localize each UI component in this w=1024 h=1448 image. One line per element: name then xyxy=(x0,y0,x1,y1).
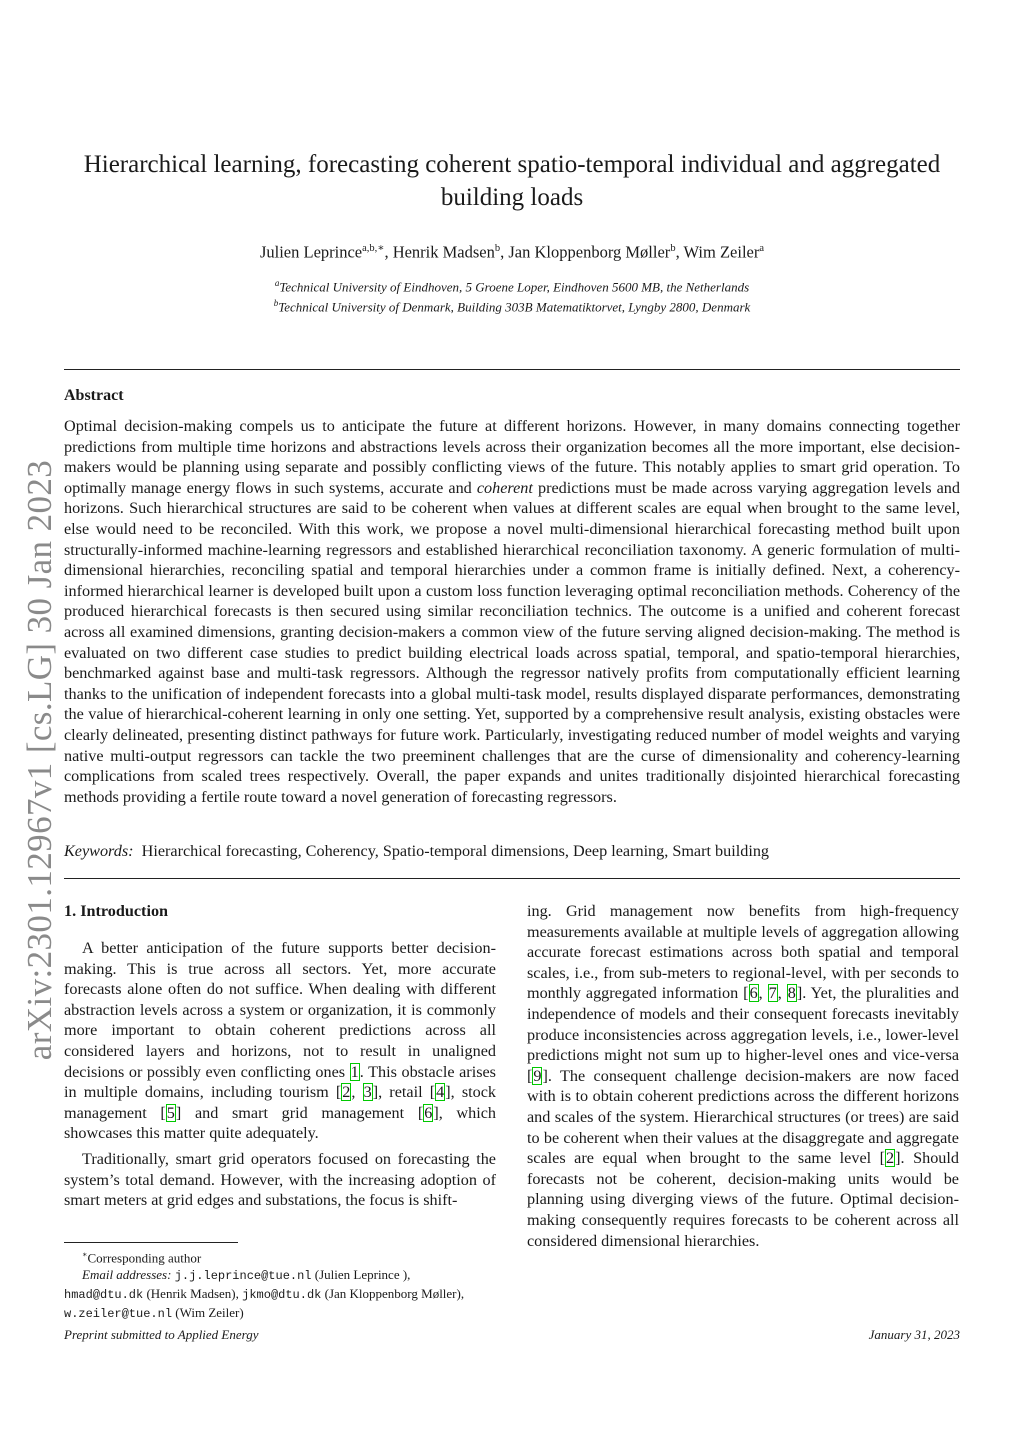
email-line-1: Email addresses: j.j.leprince@tue.nl (Julien Leprince ), xyxy=(82,1267,411,1284)
arxiv-identifier: arXiv:2301.12967v1 [cs.LG] 30 Jan 2023 xyxy=(20,459,59,1061)
right-column xyxy=(527,901,959,1251)
author-name: Wim Zeiler xyxy=(683,242,760,262)
citation-link[interactable]: 5 xyxy=(166,1103,175,1122)
intro-paragraph-2: Traditionally, smart grid operators focused on forecasting the system’s total demand. However, with the increasing adoption of smart meters at grid edges and substations, the focus is shift- xyxy=(64,1149,496,1210)
citation-link[interactable]: 4 xyxy=(436,1083,445,1102)
affiliation-list xyxy=(64,275,960,316)
section-heading-introduction: 1. Introduction xyxy=(64,902,169,920)
intro-paragraph-2-continued: ing. Grid management now benefits from high-frequency measurements available at multiple levels of aggregation allowing accurate forecast estimations across both spatial and temporal scales, i.e., from sub-meters to regional-level, with per seconds to monthly aggregated information [6, 7, 8]. Yet, the pluralities and independence of models and their consequent forecasts inevitably produce inconsistencies across aggregation levels, i.e., lower-level predictions might not sum up to higher-level ones and vice-versa [9]. The consequent challenge decision-makers are now faced with is to obtain coherent predictions across the different horizons and scales of the system. Hierarchical structures (or trees) are said to be coherent when their values at the disaggregate and aggregate scales are equal when brought to the same level [2]. Should forecasts not be coherent, decision-making units would be planning using diverging views of the future. Optimal decision-making consequently requires forecasts to be coherent across all considered dimensional hierarchies. xyxy=(527,902,960,1250)
abstract-body xyxy=(64,416,960,807)
footnote-rule xyxy=(64,1242,238,1243)
abstract-heading: Abstract xyxy=(64,387,124,404)
paper-title: Hierarchical learning, forecasting coherent spatio-temporal individual and aggregated building loads xyxy=(83,151,941,211)
arxiv-sidebar-stamp xyxy=(12,460,68,1060)
keywords-label: Keywords: xyxy=(64,842,134,860)
email-link[interactable]: jkmo@dtu.dk xyxy=(242,1288,322,1303)
author-affiliation-mark: b xyxy=(670,243,676,254)
footer-journal: Preprint submitted to Applied Energy xyxy=(64,1327,259,1342)
author-affiliation-mark: a,b,∗ xyxy=(362,243,385,254)
author-name: Jan Kloppenborg Møller xyxy=(508,242,671,262)
author-name: Julien Leprince xyxy=(259,242,363,262)
corresponding-author-note: ∗Corresponding author xyxy=(82,1250,202,1266)
abstract-text-part2: predictions must be made across varying aggregation levels and horizons. Such hierarchical structures are said to be coherent when values at different scales are equal when brought to the same level, else would need to be reconciled. With this work, we propose a novel multi-dimensional hierarchical forecasting method built upon structurally-informed machine-learning regressors and established hierarchical reconciliation taxonomy. A generic formulation of multi-dimensional hierarchies, reconciling spatial and temporal hierarchies under a common frame is initially defined. Next, a coherency-informed hierarchical learner is developed built upon a custom loss function leveraging optimal reconciliation methods. Coherency of the produced hierarchical forecasts is then secured using similar reconciliation technics. The outcome is a unified and coherent forecast across all examined dimensions, granting decision-makers a common view of the future serving aligned decision-making. The method is evaluated on two different case studies to predict building electrical loads across spatial, temporal, and spatio-temporal hierarchies, benchmarked against base and multi-task regressors. Although the regressor natively profits from computationally efficient learning thanks to the unification of independent forecasts into a global multi-task model, results displayed disparate performances, demonstrating the value of hierarchical-coherent learning in only one setting. Yet, supported by a comprehensive result analysis, existing obstacles were clearly delineated, presenting distinct pathways for future work. Particularly, investigating reduced number of model weights and varying native multi-output regressors can tackle the two preeminent challenges that are the curse of dimensionality and coherency-learning complications from scaled trees respectively. Overall, the paper expands and unites traditionally disjointed hierarchical forecasting methods providing a fertile route toward a novel generation of forecasting regressors. xyxy=(64,478,960,806)
footer-date: January 31, 2023 xyxy=(868,1327,960,1342)
author-name: Henrik Madsen xyxy=(392,242,495,262)
citation-link[interactable]: 8 xyxy=(787,984,796,1003)
email-link[interactable]: j.j.leprince@tue.nl xyxy=(174,1269,312,1284)
email-line-3: w.zeiler@tue.nl (Wim Zeiler) xyxy=(64,1305,244,1322)
intro-paragraph-1: A better anticipation of the future supports better decision-making. This is true across all sectors. Yet, more accurate forecasts alone often do not suffice. When dealing with different abstraction levels across a system or organization, it is commonly more important to obtain coherent predictions across all considered layers and horizons, not to result in unaligned decisions or possibly even conflicting ones 1. This obstacle arises in multiple domains, including tourism [2, 3], retail [4], stock management [5] and smart grid management [6], which showcases this matter quite adequately. xyxy=(64,939,496,1143)
abstract-emphasis: coherent xyxy=(476,478,533,497)
author-affiliation-mark: b xyxy=(494,243,501,254)
email-link[interactable]: hmad@dtu.dk xyxy=(64,1288,144,1303)
email-link[interactable]: w.zeiler@tue.nl xyxy=(64,1307,173,1322)
citation-link[interactable]: 9 xyxy=(533,1066,542,1085)
left-column xyxy=(64,901,496,1211)
keywords xyxy=(64,841,960,862)
keywords-text: Hierarchical forecasting, Coherency, Spatio-temporal dimensions, Deep learning, Smart building xyxy=(141,842,770,860)
citation-link[interactable]: 2 xyxy=(886,1149,895,1168)
affiliation: $^a$Technical University of Eindhoven, 5 Groene Loper, Eindhoven 5600 MB, the Netherlands xyxy=(274,278,750,295)
author-affiliation-mark: a xyxy=(759,243,765,254)
citation-link[interactable]: 3 xyxy=(363,1083,372,1102)
affiliation: $^b$Technical University of Denmark, Building 303B Matematiktorvet, Lyngby 2800, Denmark xyxy=(273,298,751,315)
footnotes xyxy=(64,1246,496,1323)
author-list: Julien Leprince$^{a,b,∗}$, Henrik Madsen$^b$, Jan Kloppenborg Møller$^b$, Wim Zeiler$^a$ xyxy=(259,242,765,262)
abstract-bottom-rule xyxy=(64,878,960,879)
citation-link[interactable]: 1 xyxy=(350,1062,359,1081)
citation-link[interactable]: 7 xyxy=(768,984,777,1003)
citation-link[interactable]: 6 xyxy=(424,1103,433,1122)
top-rule xyxy=(64,369,960,370)
citation-link[interactable]: 2 xyxy=(342,1083,351,1102)
email-line-2: hmad@dtu.dk (Henrik Madsen), jkmo@dtu.dk (Jan Kloppenborg Møller), xyxy=(64,1286,465,1303)
abstract-text-part1: Optimal decision-making compels us to anticipate the future at different horizons. However, in many domains connecting together predictions from multiple time horizons and abstractions levels across their organization becomes all the more important, else decision-makers would be planning using separate and possibly conflicting views of the future. This notably applies to smart grid operation. To optimally manage energy flows in such systems, accurate and xyxy=(64,417,960,497)
citation-link[interactable]: 6 xyxy=(749,984,758,1003)
